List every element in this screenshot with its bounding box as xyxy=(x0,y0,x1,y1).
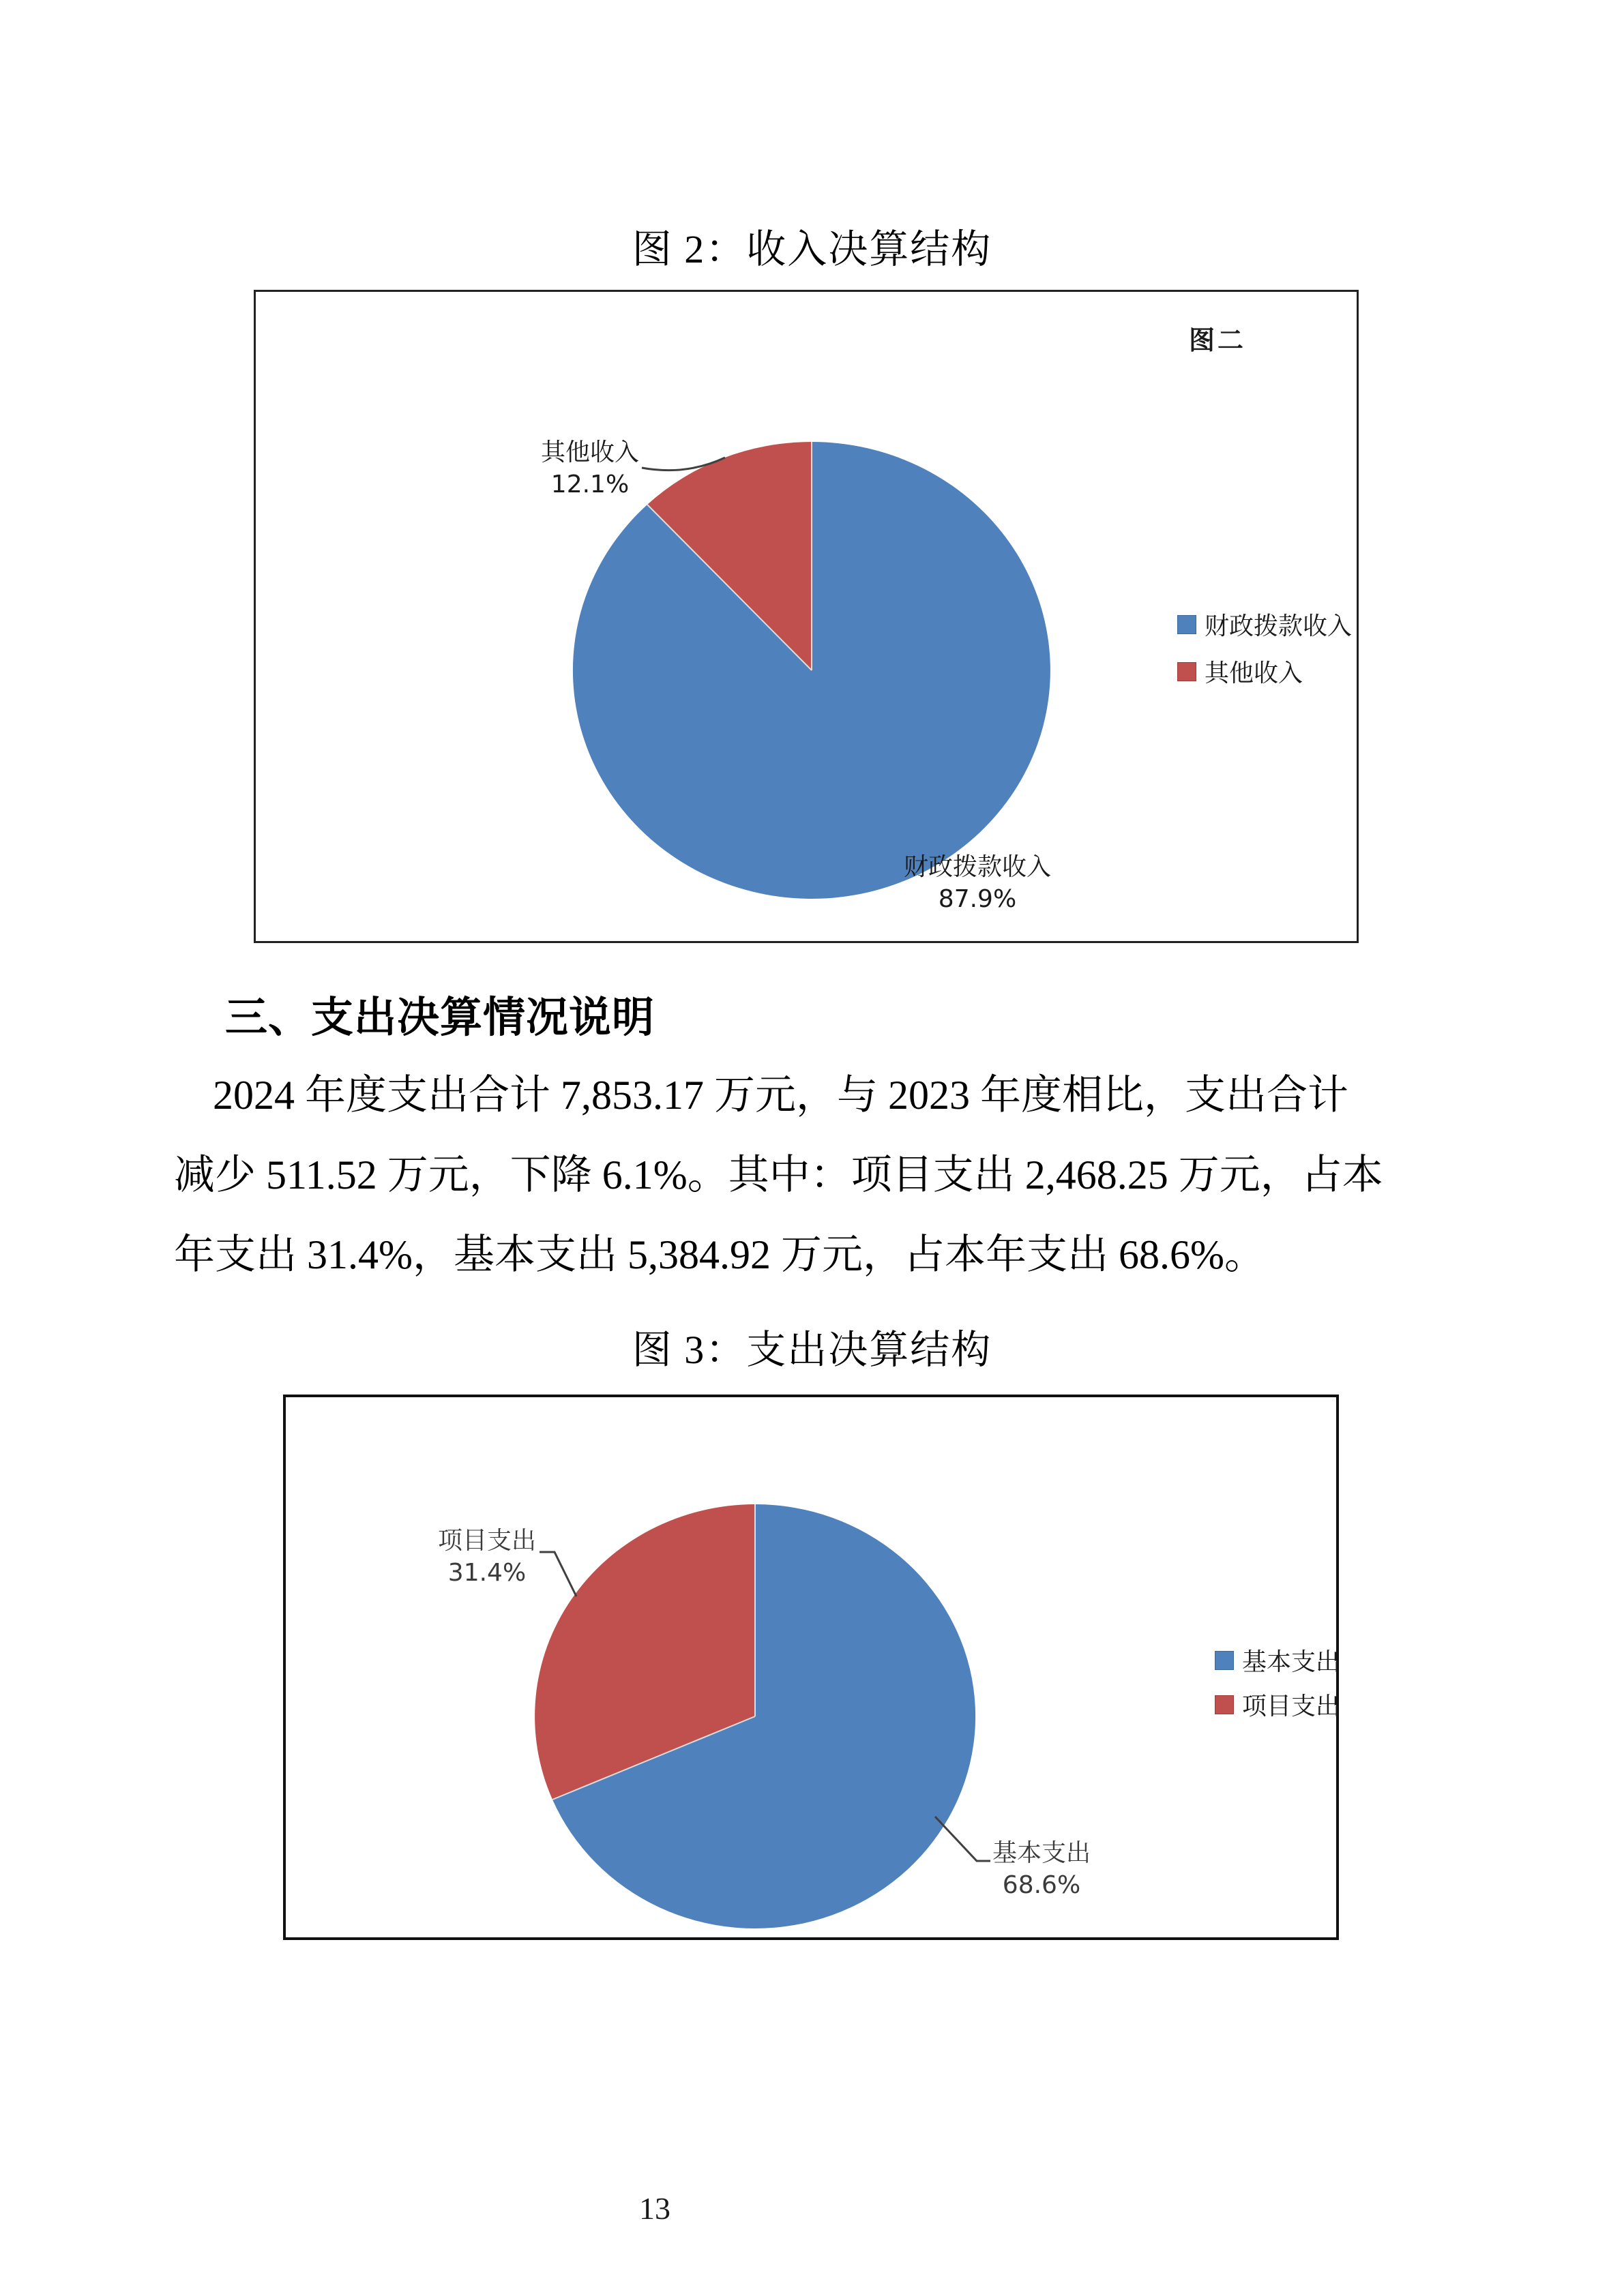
legend-swatch-red xyxy=(1215,1695,1234,1714)
legend-swatch-blue xyxy=(1215,1651,1234,1670)
figure2-chart xyxy=(254,290,1359,943)
legend-label: 基本支出 xyxy=(1242,1648,1341,1676)
label-other-income-name: 其他收入 xyxy=(540,438,640,466)
expense-legend xyxy=(1215,1643,1340,1731)
label-other-income xyxy=(541,436,639,501)
legend-label: 财政拨款收入 xyxy=(1205,612,1353,640)
label-project-expense xyxy=(438,1525,536,1589)
chart-inner-title: 图二 xyxy=(1189,325,1247,355)
legend-label: 项目支出 xyxy=(1242,1693,1341,1720)
label-fiscal-income-pct: 87.9% xyxy=(938,885,1017,913)
label-other-income-pct: 12.1% xyxy=(550,471,630,498)
page-number: 13 xyxy=(639,2191,670,2226)
figure2-caption: 图 2：收入决算结构 xyxy=(632,227,992,271)
paragraph-line: 2024 年度支出合计 7,853.17 万元，与 2023 年度相比，支出合计 xyxy=(213,1073,1348,1118)
label-fiscal-income-name: 财政拨款收入 xyxy=(903,853,1052,881)
label-basic-expense xyxy=(992,1837,1091,1901)
paragraph-line: 减少 511.52 万元，下降 6.1%。其中：项目支出 2,468.25 万元，占本 xyxy=(174,1152,1383,1197)
figure3-chart xyxy=(283,1395,1339,1940)
section-heading: 三、支出决算情况说明 xyxy=(225,994,655,1041)
body-paragraph xyxy=(174,1056,1456,1295)
label-fiscal-income xyxy=(904,851,1051,915)
income-legend xyxy=(1177,607,1352,701)
legend-item-basic-expense xyxy=(1215,1643,1340,1678)
label-project-expense-name: 项目支出 xyxy=(437,1527,537,1555)
leader-line-project-expense xyxy=(540,1552,576,1596)
paragraph-line: 年支出 31.4%，基本支出 5,384.92 万元，占本年支出 68.6%。 xyxy=(174,1232,1265,1277)
label-basic-expense-pct: 68.6% xyxy=(1002,1871,1081,1899)
legend-item-project-expense xyxy=(1215,1687,1340,1722)
legend-item-fiscal-income xyxy=(1177,607,1352,642)
legend-label: 其他收入 xyxy=(1205,659,1303,687)
legend-item-other-income xyxy=(1177,654,1352,689)
expense-pie-svg xyxy=(286,1397,1336,1937)
label-project-expense-pct: 31.4% xyxy=(447,1559,527,1587)
legend-swatch-red xyxy=(1177,662,1196,681)
label-basic-expense-name: 基本支出 xyxy=(992,1839,1091,1867)
figure3-caption: 图 3：支出决算结构 xyxy=(632,1328,992,1372)
legend-swatch-blue xyxy=(1177,615,1196,634)
